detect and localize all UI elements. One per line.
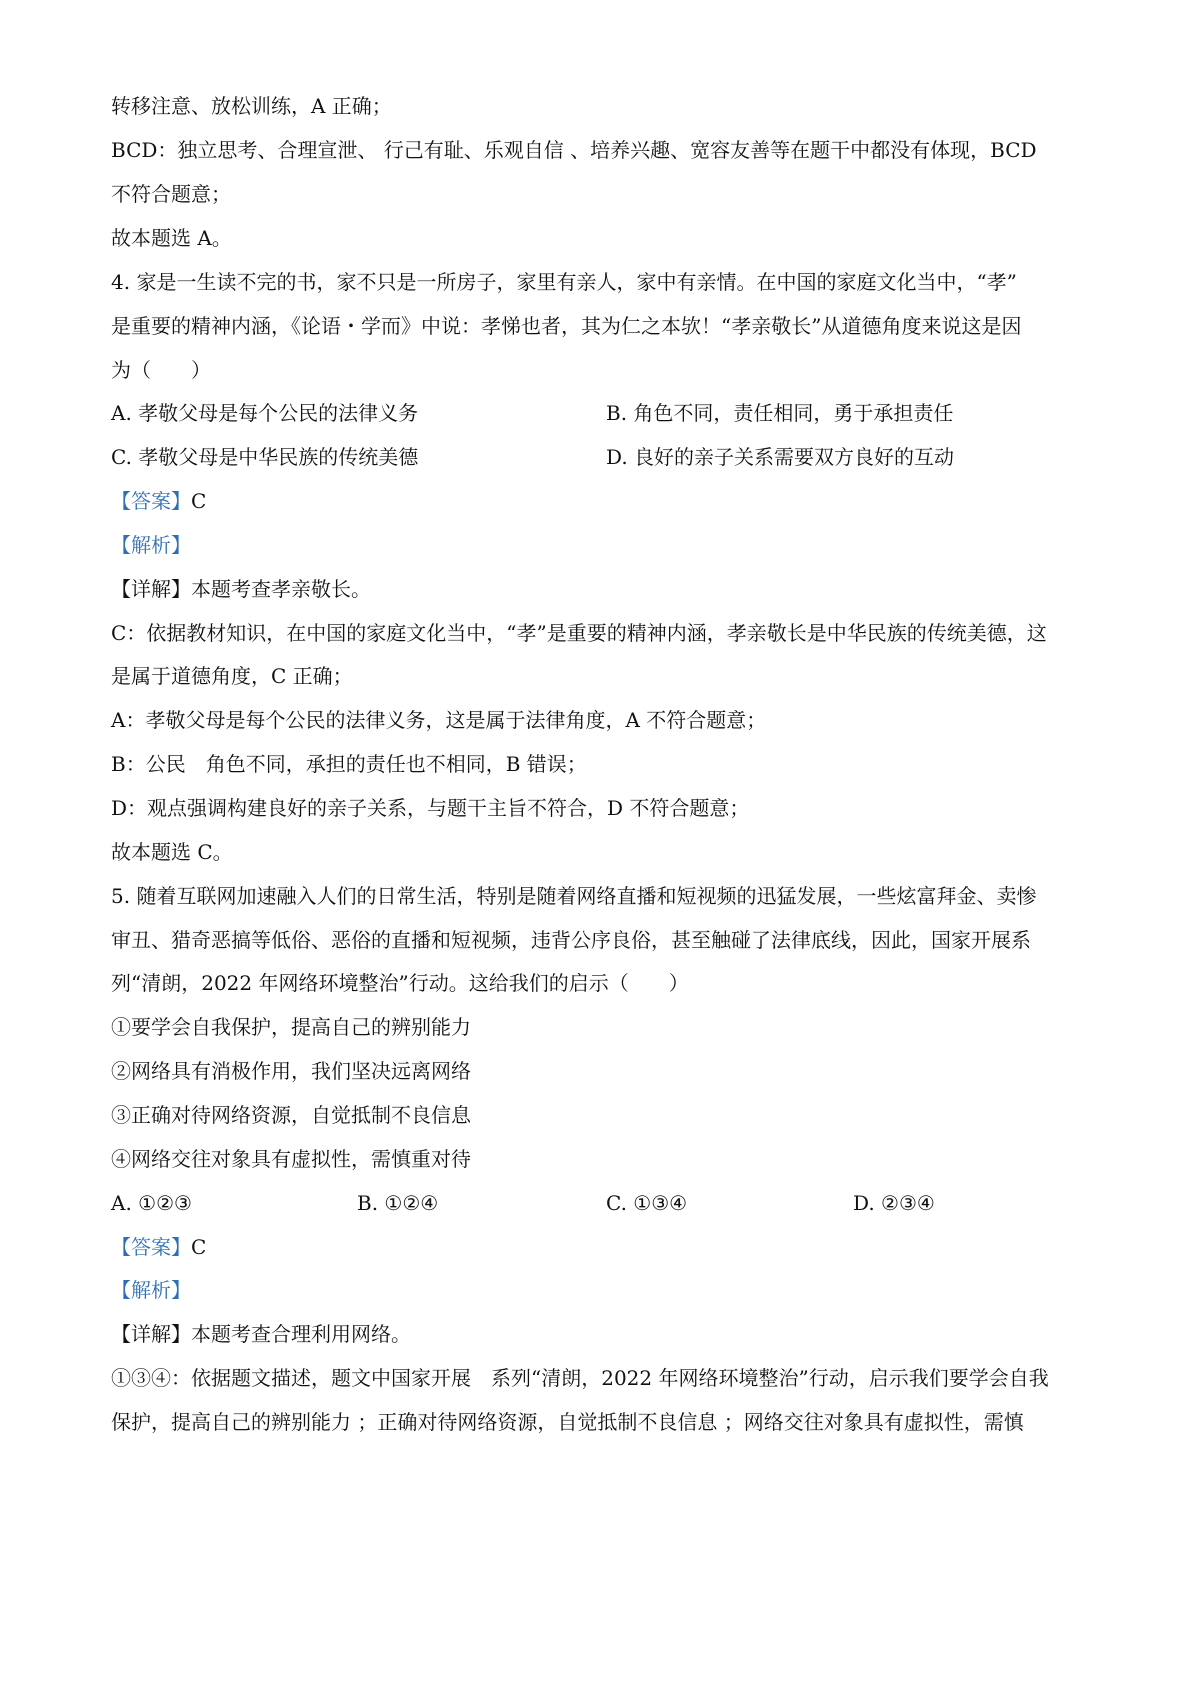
q4-stem-line: 为（ ）	[111, 358, 211, 382]
q4-detail-line: C：依据教材知识，在中国的家庭文化当中，“孝”是重要的精神内涵，孝亲敬长是中华民族的传统美德，这	[111, 621, 1047, 645]
text-line: 不符合题意；	[111, 182, 231, 206]
q5-option-d: D. ②③④	[853, 1191, 935, 1215]
text-line: BCD：独立思考、合理宣泄、 行己有耻、乐观自信 、培养兴趣、宽容友善等在题干中都没有体现，BCD	[111, 138, 1037, 162]
q4-option-a: A. 孝敬父母是每个公民的法律义务	[111, 401, 419, 425]
q5-analysis-tag: 【解析】	[111, 1278, 191, 1302]
text-line: 转移注意、放松训练，A 正确；	[111, 94, 392, 118]
q5-options-row	[111, 1189, 1111, 1217]
answer-value: C	[191, 489, 207, 513]
text-line: 故本题选 A。	[111, 226, 232, 250]
answer-tag: 【答案】	[111, 489, 191, 513]
q5-stem-line: 审丑、猎奇恶搞等低俗、恶俗的直播和短视频，违背公序良俗，甚至触碰了法律底线，因此，国家开展系	[111, 928, 1031, 952]
q4-detail-line: 是属于道德角度，C 正确；	[111, 664, 353, 688]
q4-analysis-tag: 【解析】	[111, 533, 191, 557]
q5-statement: ①要学会自我保护，提高自己的辨别能力	[111, 1015, 471, 1039]
answer-tag: 【答案】	[111, 1235, 191, 1259]
q5-option-a: A. ①②③	[111, 1191, 192, 1215]
answer-value: C	[191, 1235, 207, 1259]
q5-detail-line: 【详解】本题考查合理利用网络。	[111, 1322, 411, 1346]
q5-stem-line: 5. 随着互联网加速融入人们的日常生活，特别是随着网络直播和短视频的迅猛发展，一些炫富拜金、卖惨	[111, 884, 1037, 908]
q5-statement: ②网络具有消极作用，我们坚决远离网络	[111, 1059, 471, 1083]
q4-stem-line: 是重要的精神内涵，《论语・学而》中说：孝悌也者，其为仁之本欤！“孝亲敬长”从道德角度来说这是因	[111, 314, 1022, 338]
q5-statement: ④网络交往对象具有虚拟性，需慎重对待	[111, 1147, 471, 1171]
q5-option-c: C. ①③④	[606, 1191, 688, 1215]
q4-option-c: C. 孝敬父母是中华民族的传统美德	[111, 445, 419, 469]
q4-stem-line: 4. 家是一生读不完的书，家不只是一所房子，家里有亲人，家中有亲情。在中国的家庭文化当中，“孝”	[111, 270, 1017, 294]
q5-statement: ③正确对待网络资源，自觉抵制不良信息	[111, 1103, 471, 1127]
q4-option-d: D. 良好的亲子关系需要双方良好的互动	[606, 445, 955, 469]
q4-detail-line: B：公民 角色不同，承担的责任也不相同，B 错误；	[111, 752, 587, 776]
q4-detail-line: 【详解】本题考查孝亲敬长。	[111, 577, 371, 601]
q5-option-b: B. ①②④	[357, 1191, 439, 1215]
q5-detail-line: ①③④：依据题文描述，题文中国家开展 系列“清朗，2022 年网络环境整治”行动，启示我们要学会自我	[111, 1366, 1049, 1390]
q4-detail-line: D：观点强调构建良好的亲子关系，与题干主旨不符合，D 不符合题意；	[111, 796, 750, 820]
q4-answer	[111, 487, 1111, 515]
q5-answer	[111, 1233, 1111, 1261]
q4-detail-line: A：孝敬父母是每个公民的法律义务，这是属于法律角度，A 不符合题意；	[111, 708, 767, 732]
q5-stem-line: 列“清朗，2022 年网络环境整治”行动。这给我们的启示（ ）	[111, 971, 689, 995]
q4-detail-line: 故本题选 C。	[111, 840, 233, 864]
q4-option-b: B. 角色不同，责任相同，勇于承担责任	[606, 401, 954, 425]
q5-detail-line: 保护，提高自己的辨别能力 ；正确对待网络资源，自觉抵制不良信息 ；网络交往对象具有虚拟性，需慎	[111, 1410, 1024, 1434]
